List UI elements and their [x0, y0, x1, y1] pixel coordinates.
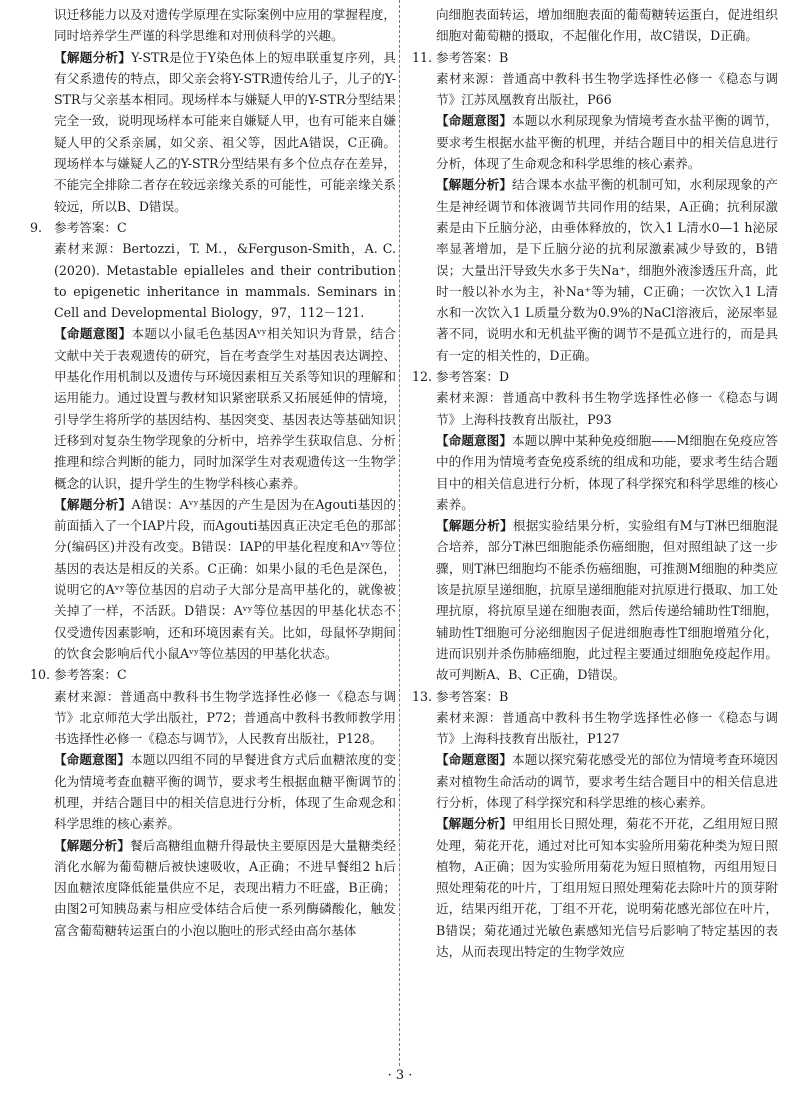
intent-tag: 【命题意图】	[436, 432, 512, 448]
analysis-paragraph	[412, 174, 778, 366]
analysis-text: 结合课本水盐平衡的机制可知，水利尿现象的产生是神经调节和体液调节共同作用的结果，A正确；抗利尿激素是由下丘脑分泌，由垂体释放的，饮入1 L清水0—1 h泌尿率显著增加，是下丘脑分泌的抗利尿激素减少导致的，B错误；大量出汗导致失水多于失Na⁺，细胞外液渗透压升高，此时一般以补水为主，补Na⁺等为辅，C正确；一次饮入1 L清水和一次饮入1 L质量分数为0.9%的NaCl溶液后，泌尿率显著不同，说明水和无机盐平衡的调节不是孤立进行的，而是具有一定的相关性的，D正确。	[436, 177, 779, 363]
intent-tag: 【命题意图】	[54, 326, 132, 342]
question-12	[412, 366, 778, 685]
source-paragraph: 素材来源：普通高中教科书生物学选择性必修一《稳态与调节》上海科技教育出版社，P127	[436, 709, 778, 747]
intent-text: 本题以脾中某种免疫细胞——M细胞在免疫应答中的作用为情境考查免疫系统的组成和功能，要求考生结合题目中的相关信息进行分析，体现了科学探究和科学思维的核心素养。	[436, 432, 778, 512]
analysis-text: 甲组用长日照处理，菊花不开花，乙组用短日照处理，菊花开花，通过对比可知本实验所用菊花种类为短日照植物，A正确；因为实验所用菊花为短日照植物，丙组用短日照处理菊花的叶片，丁组用短日照处理菊花去除叶片的顶芽附近，结果丙组开花，丁组不开花，说明菊花感光部位在叶片，B错误；菊花通过光敏色素感知光信号后影响了特定基因的表达，从而表现出特定的生物学效应	[436, 816, 779, 960]
answer-line: 参考答案：C	[54, 219, 127, 235]
analysis-tag: 【解题分析】	[436, 518, 513, 534]
continued-paragraph: 向细胞表面转运，增加细胞表面的葡萄糖转运蛋白，促进组织细胞对葡萄糖的摄取，不起催化作用，故C错误，D正确。	[436, 7, 778, 44]
question-13	[412, 686, 778, 963]
analysis-tag: 【解题分析】	[436, 177, 513, 193]
analysis-paragraph	[412, 813, 778, 962]
analysis-paragraph	[30, 835, 396, 941]
intent-paragraph	[412, 749, 778, 813]
intent-paragraph	[412, 110, 778, 174]
source-paragraph: 素材来源：普通高中教科书生物学选择性必修一《稳态与调节》北京师范大学出版社，P72；普通高中教科书教师教学用书选择性必修一《稳态与调节》，人民教育出版社，P128。	[54, 688, 396, 747]
intent-tag: 【命题意图】	[436, 113, 513, 129]
analysis-tag: 【解题分析】	[54, 837, 131, 853]
source-paragraph: 素材来源：Bertozzi，T. M.，&Ferguson-Smith，A. C.(2020). Metastable epialleles and their contribution to epigenetic inheritance in mammals. Seminars in Cell and Developmental Biology，97，112－121.	[54, 241, 396, 321]
intent-text: 本题以水利尿现象为情境考查水盐平衡的调节，要求考生根据水盐平衡的机理，并结合题目中的相关信息进行分析，体现了生命观念和科学思维的核心素养。	[436, 113, 779, 172]
analysis-text: A错误：Aᵛʸ基因的产生是因为在Agouti基因的前面插入了一个IAP片段，而Agouti基因真正决定毛色的那部分(编码区)并没有改变。B错误：IAP的甲基化程度和Aᵛʸ等位基因的表达是相反的关系。C正确：如果小鼠的毛色是深色，说明它的Aᵛʸ等位基因的启动子大部分是高甲基化的，就像被关掉了一样，不活跃。D错误：Aᵛʸ等位基因的甲基化状态不仅受遗传因素影响，还和环境因素有关。比如，母鼠怀孕期间的饮食会影响后代小鼠Aᵛʸ等位基因的甲基化状态。	[54, 496, 397, 661]
prev-analysis-paragraph	[30, 47, 396, 217]
question-10	[30, 664, 396, 941]
intent-paragraph	[412, 430, 778, 515]
answer-line: 参考答案：C	[54, 667, 127, 683]
answer-line: 参考答案：B	[436, 49, 509, 65]
question-number: 9.	[30, 219, 43, 235]
analysis-paragraph	[412, 515, 778, 685]
question-number: 10.	[30, 667, 51, 683]
intent-paragraph	[30, 323, 396, 493]
right-column	[412, 4, 778, 962]
analysis-text: 根据实验结果分析，实验组有M与T淋巴细胞混合培养，部分T淋巴细胞能杀伤癌细胞，但对照组缺了这一步骤，则T淋巴细胞均不能杀伤癌细胞，可推测M细胞的种类应该是抗原呈递细胞，抗原呈递细胞能对抗原进行摄取、加工处理抗原，将抗原呈递在细胞表面，然后传递给辅助性T细胞，辅助性T细胞可分泌细胞因子促进细胞毒性T细胞增殖分化，进而识别并杀伤肺癌细胞，此过程主要通过细胞免疫起作用。故可判断A、B、C正确，D错误。	[436, 518, 779, 683]
question-11	[412, 47, 778, 366]
answer-line: 参考答案：D	[436, 369, 510, 385]
intent-text: 本题以小鼠毛色基因Aᵛʸ相关知识为背景，结合文献中关于表观遗传的研究，旨在考查学生对基因表达调控、甲基化作用机制以及遗传与环境因素相互关系等知识的理解和运用能力。通过设置与教材知识紧密联系又拓展延伸的情境，引导学生将所学的基因结构、基因突变、基因表达等基础知识迁移到对复杂生物学现象的分析中，培养学生获取信息、分析推理和综合判断的能力，同时加深学生对表观遗传这一生物学概念的认识，提升学生的生物学科核心素养。	[54, 326, 397, 491]
question-number: 11.	[412, 49, 433, 65]
intent-tag: 【命题意图】	[436, 752, 513, 768]
source-paragraph: 素材来源：普通高中教科书生物学选择性必修一《稳态与调节》江苏凤凰教育出版社，P66	[436, 70, 778, 108]
intent-text: 本题以探究菊花感受光的部位为情境考查环境因素对植物生命活动的调节，要求考生结合题目中的相关信息进行分析，体现了科学探究和科学思维的核心素养。	[436, 752, 779, 810]
analysis-tag: 【解题分析】	[54, 49, 132, 65]
question-9	[30, 217, 396, 664]
intent-tag: 【命题意图】	[54, 752, 131, 768]
question-number: 13.	[412, 688, 433, 704]
intro-paragraph: 识迁移能力以及对遗传学原理在实际案例中应用的掌握程度，同时培养学生严谨的科学思维和对刑侦科学的兴趣。	[54, 7, 396, 44]
source-paragraph: 素材来源：普通高中教科书生物学选择性必修一《稳态与调节》上海科技教育出版社，P93	[436, 390, 778, 427]
column-divider	[399, 0, 400, 1066]
intent-paragraph	[30, 749, 396, 834]
analysis-text: Y-STR是位于Y染色体上的短串联重复序列，具有父系遗传的特点，即父亲会将Y-STR遗传给儿子，儿子的Y-STR与父亲基本相同。现场样本与嫌疑人甲的Y-STR分型结果完全一致，说明现场样本可能来自嫌疑人甲，也有可能来自嫌疑人甲的父系亲属，如父亲、祖父等，因此A错误，C正确。现场样本与嫌疑人乙的Y-STR分型结果有多个位点存在差异，不能完全排除二者存在较远亲缘关系的可能性，可能亲缘关系较远，所以B、D错误。	[54, 49, 397, 214]
answer-line: 参考答案：B	[436, 688, 509, 704]
analysis-paragraph	[30, 494, 396, 664]
analysis-text: 餐后高糖组血糖升得最快主要原因是大量糖类经消化水解为葡萄糖后被快速吸收，A正确；不进早餐组2 h后因血糖浓度降低能量供应不足，表现出精力不旺盛，B正确；由图2可知胰岛素与相应受体结合后使一系列酶磷酸化，触发富含葡萄糖转运蛋白的小泡以胞吐的形式经由高尔基体	[54, 837, 397, 938]
question-number: 12.	[412, 369, 433, 385]
page-number: · 3 ·	[387, 1068, 413, 1083]
intent-text: 本题以四组不同的早餐进食方式后血糖浓度的变化为情境考查血糖平衡的调节，要求考生根据血糖平衡调节的机理，并结合题目中的相关信息进行分析，体现了生命观念和科学思维的核心素养。	[54, 752, 397, 832]
analysis-tag: 【解题分析】	[54, 496, 132, 512]
left-column	[30, 4, 396, 941]
analysis-tag: 【解题分析】	[436, 816, 513, 832]
